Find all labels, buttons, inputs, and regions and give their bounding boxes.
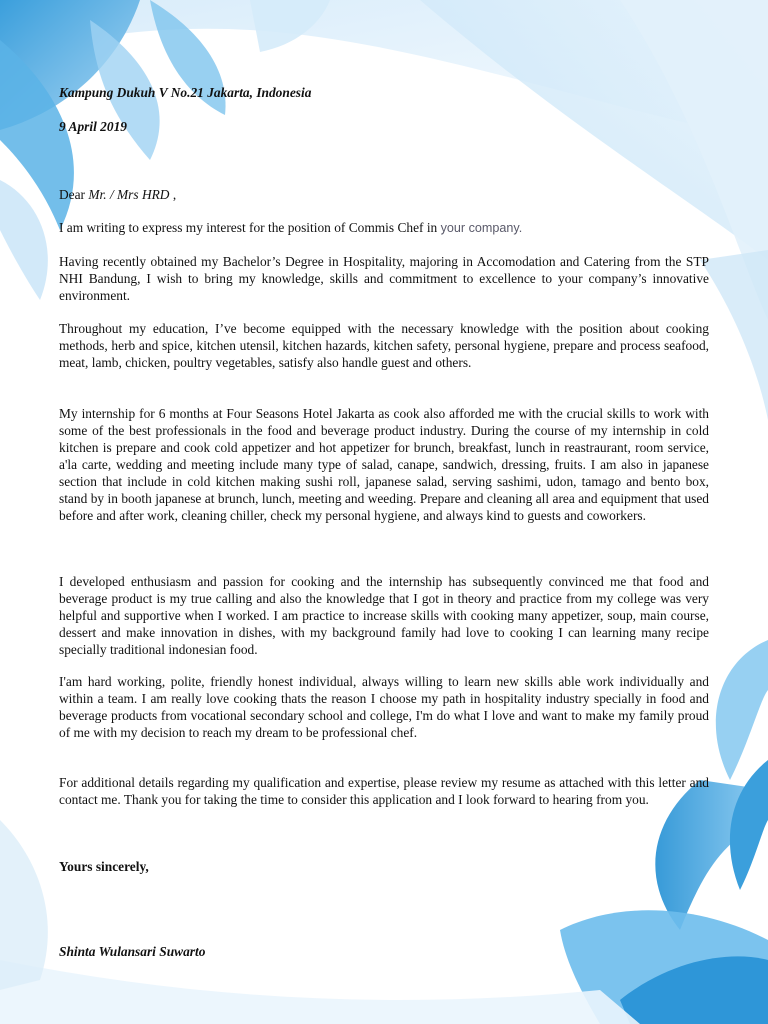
letter-date: 9 April 2019 bbox=[59, 119, 127, 134]
intro-text: I am writing to express my interest for the position of Commis Chef in bbox=[59, 220, 441, 235]
signature-name: Shinta Wulansari Suwarto bbox=[59, 944, 206, 959]
salutation-name: Mr. / Mrs HRD bbox=[88, 187, 170, 202]
salutation-prefix: Dear bbox=[59, 187, 89, 202]
salutation bbox=[59, 186, 176, 203]
paragraph-internship: My internship for 6 months at Four Seasons Hotel Jakarta as cook also afforded me with the crucial skills to work with some of the best professionals in the food and beverage product industry. During the course of my internship in cold kitchen is prepare and cook cold appetizer and hot appetizer for brunch, breakfast, lunch in reastraurant, room service, a'la carte, wedding and meeting include many type of salad, canape, sandwich, dressing, fruits. I am also in japanese section that include in cold kitchen making sushi roll, japanese salad, serving sashimi, udon, tamago and bento box, stand by in booth japanese at brunch, lunch, meeting and weeding. Prepare and cleaning all area and equipment that used before and after work, cleaning chiller, check my personal hygiene, and always kind to guests and coworkers. bbox=[59, 406, 709, 523]
sender-address: Kampung Dukuh V No.21 Jakarta, Indonesia bbox=[59, 85, 312, 100]
paragraph-personality: I'am hard working, polite, friendly honest individual, always willing to learn new skills able work individually and within a team. I am really love cooking thats the reason I choose my path in hospitality industry specially in food and beverage products from vocational secondary school and college, I'm do what I love and want to make my family proud of me with my decision to reach my dream to be professional chef. bbox=[59, 674, 709, 740]
salutation-suffix: , bbox=[169, 187, 177, 202]
paragraph-closing: For additional details regarding my qualification and expertise, please review my resume as attached with this letter and contact me. Thank you for taking the time to consider this application and I look forward to hearing from you. bbox=[59, 775, 709, 807]
intro-company: your company. bbox=[440, 221, 523, 235]
paragraph-passion: I developed enthusiasm and passion for cooking and the internship has subsequently convinced me that food and beverage product is my true calling and also the knowledge that I got in theory and practice from my college was very helpful and supportive when I worked. I am practice to increase skills with cooking many appetizer, soup, main course, dessert and make innovation in dishes, with my background family had love to cooking I can learning many recipe specially traditional indonesian food. bbox=[59, 574, 709, 657]
closing-phrase: Yours sincerely, bbox=[59, 859, 149, 874]
paragraph-knowledge: Throughout my education, I’ve become equipped with the necessary knowledge with the position about cooking methods, herb and spice, kitchen utensil, kitchen hazards, kitchen safety, personal hygiene, prepare and process seafood, meat, lamb, chicken, poultry vegetables, satisfy also handle guest and others. bbox=[59, 321, 709, 370]
intro-line bbox=[59, 219, 522, 237]
paragraph-education: Having recently obtained my Bachelor’s Degree in Hospitality, majoring in Accomodation and Catering from the STP NHI Bandung, I wish to bring my knowledge, skills and commitment to excellence to your company’s innovative environment. bbox=[59, 254, 709, 303]
